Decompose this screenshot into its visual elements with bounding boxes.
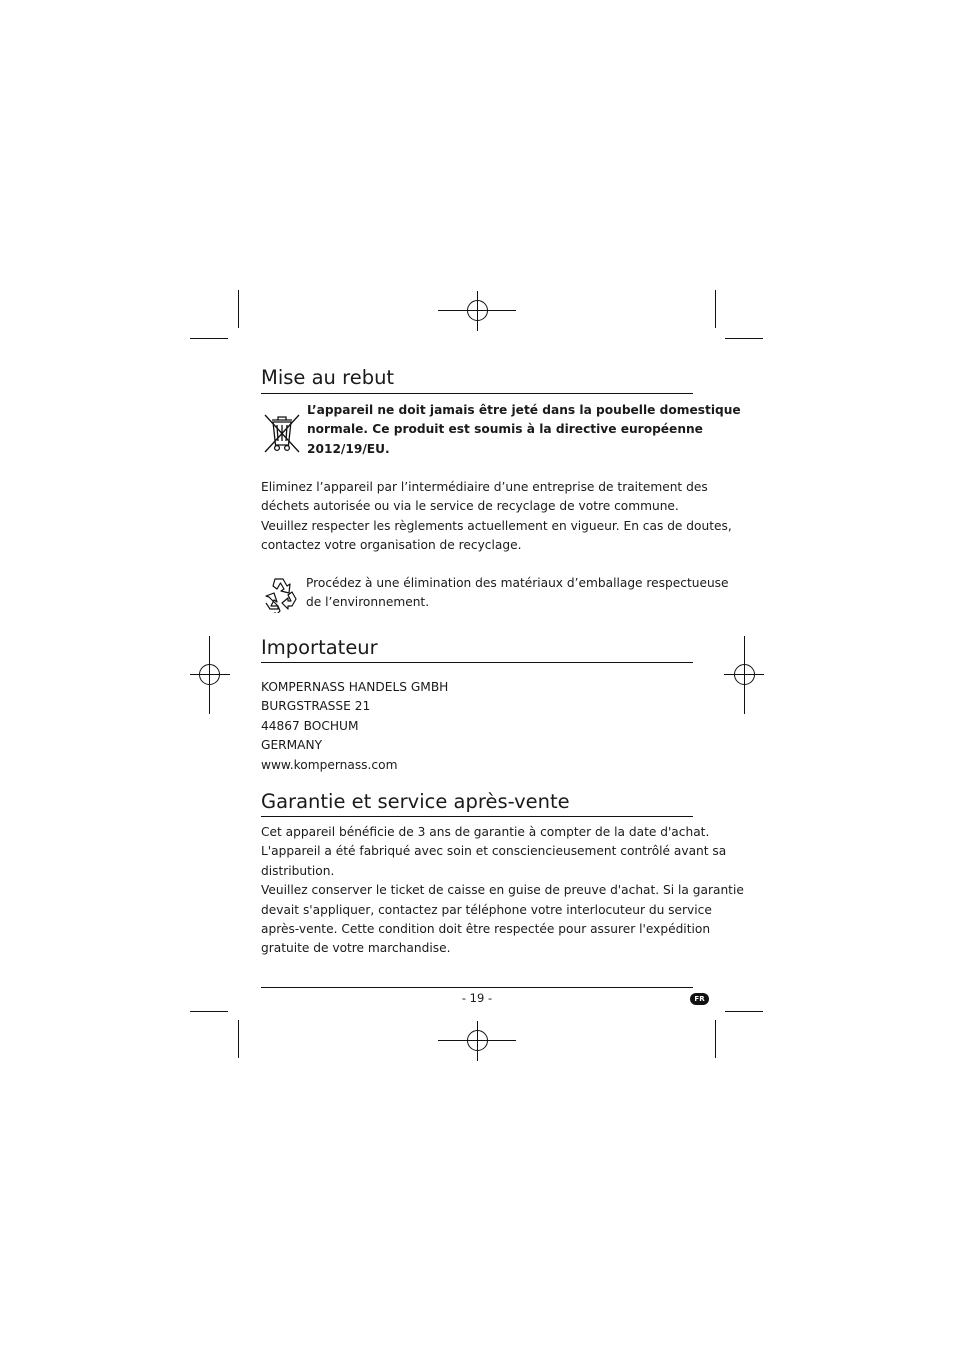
packaging-note: [306, 574, 729, 613]
crossed-out-wheelie-bin-icon: [263, 410, 301, 454]
warranty-body: [261, 823, 744, 959]
text-line: devait s'appliquer, contactez par téléphone votre interlocuteur du service: [261, 902, 712, 917]
registration-crosshair-icon: [438, 1021, 516, 1061]
address-line: BURGSTRASSE 21: [261, 699, 371, 714]
text-line: Procédez à une élimination des matériaux d’emballage respectueuse: [306, 576, 729, 590]
crop-mark: [190, 1011, 228, 1012]
disposal-warning: [307, 401, 741, 459]
text-line: L’appareil ne doit jamais être jeté dans la poubelle domestique: [307, 403, 741, 417]
crop-mark: [725, 338, 763, 339]
language-badge: FR: [690, 993, 709, 1005]
registration-crosshair-icon: [724, 636, 764, 714]
text-line: après-vente. Cette condition doit être respectée pour assurer l'expédition: [261, 922, 711, 937]
section-title-warranty: Garantie et service après-vente: [261, 790, 570, 813]
footer-divider: [261, 987, 693, 988]
crop-mark: [715, 290, 716, 328]
text-line: Veuillez respecter les règlements actuellement en vigueur. En cas de doutes,: [261, 518, 732, 533]
address-line: 44867 BOCHUM: [261, 718, 359, 733]
text-line: contactez votre organisation de recyclage.: [261, 538, 522, 553]
text-line: 2012/19/EU.: [307, 441, 390, 456]
text-line: gratuite de votre marchandise.: [261, 941, 451, 956]
section-title-disposal: Mise au rebut: [261, 366, 395, 389]
page-number: - 19 -: [461, 991, 493, 1005]
registration-crosshair-icon: [190, 636, 230, 714]
registration-crosshair-icon: [438, 291, 516, 331]
text-line: distribution.: [261, 863, 335, 878]
text-line: Cet appareil bénéficie de 3 ans de garantie à compter de la date d'achat.: [261, 825, 710, 839]
crop-mark: [238, 290, 239, 328]
address-line: KOMPERNASS HANDELS GMBH: [261, 680, 449, 694]
recycling-arrows-icon: [261, 575, 301, 613]
text-line: Eliminez l’appareil par l’intermédiaire d’une entreprise de traitement des: [261, 480, 708, 494]
crop-mark: [190, 338, 228, 339]
section-divider: [261, 662, 693, 663]
importer-address: [261, 678, 448, 775]
text-line: déchets autorisée ou via le service de recyclage de votre commune.: [261, 499, 679, 514]
text-line: de l’environnement.: [306, 595, 430, 610]
crop-mark: [715, 1020, 716, 1058]
text-line: L'appareil a été fabriqué avec soin et consciencieusement contrôlé avant sa: [261, 844, 727, 859]
section-divider: [261, 816, 693, 817]
disposal-body: [261, 478, 732, 556]
address-line: GERMANY: [261, 738, 323, 753]
section-title-importer: Importateur: [261, 636, 378, 659]
text-line: normale. Ce produit est soumis à la directive européenne: [307, 422, 703, 437]
crop-mark: [238, 1020, 239, 1058]
website-text: www.kompernass.com: [261, 757, 398, 772]
text-line: Veuillez conserver le ticket de caisse en guise de preuve d'achat. Si la garantie: [261, 883, 744, 898]
crop-mark: [725, 1011, 763, 1012]
section-divider: [261, 393, 693, 394]
